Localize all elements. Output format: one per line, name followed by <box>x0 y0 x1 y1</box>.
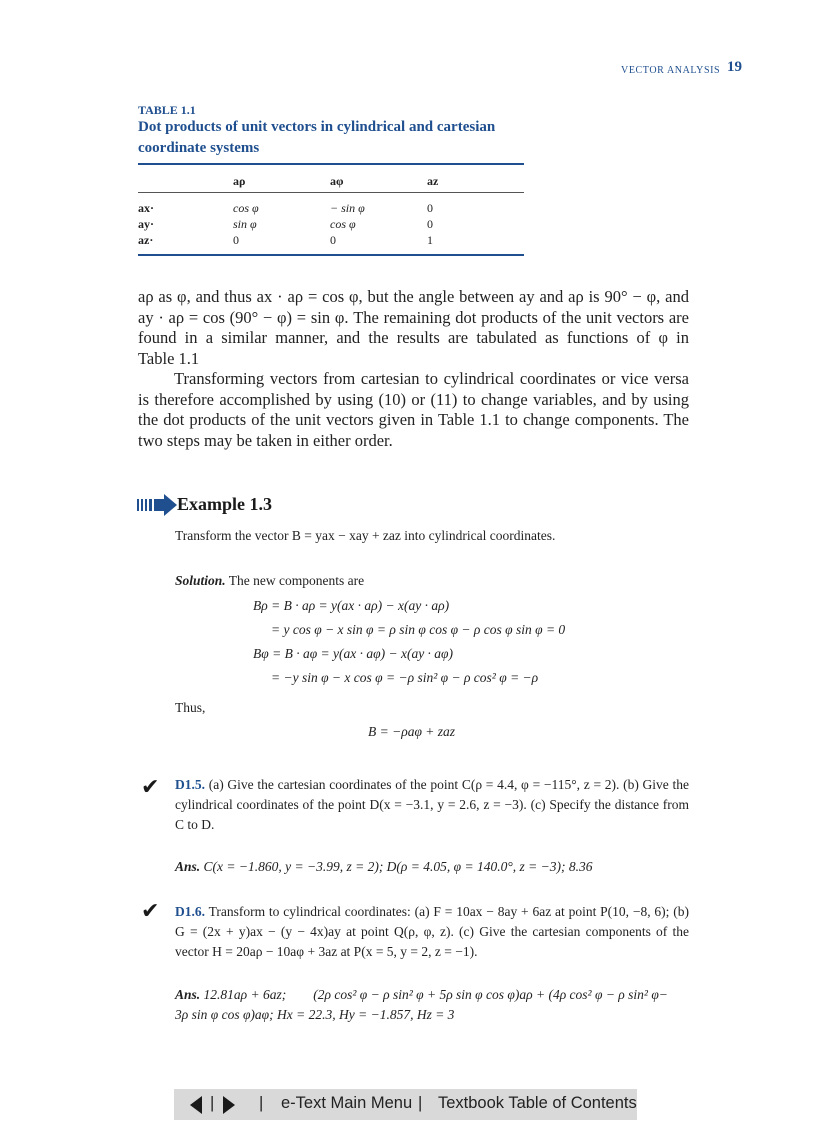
body-paragraph <box>138 369 689 451</box>
answer-text: C(x = −1.860, y = −3.99, z = 2); D(ρ = 4.05, φ = 140.0°, z = −3); 8.36 <box>203 859 593 874</box>
prev-page-icon[interactable] <box>188 1095 204 1120</box>
body-line: ay · aρ = cos (90° − φ) = sin φ. The remaining dot products of the unit vectors are <box>138 307 689 327</box>
table-cell: cos φ <box>233 201 259 215</box>
body-paragraph <box>138 287 689 369</box>
table-top-rule <box>138 163 524 165</box>
drill-id: D1.6. <box>175 904 205 919</box>
table-label: TABLE 1.1 <box>138 103 196 117</box>
running-header: VECTOR ANALYSIS <box>621 65 721 76</box>
table-row-head: ay· <box>138 217 155 231</box>
table-cell: 0 <box>427 217 433 231</box>
table-title: Dot products of unit vectors in cylindrical and cartesian coordinate systems <box>138 119 496 156</box>
equation: = −y sin φ − x cos φ = −ρ sin² φ − ρ cos² φ = −ρ <box>271 670 539 685</box>
equation: = y cos φ − x sin φ = ρ sin φ cos φ − ρ cos φ sin φ = 0 <box>271 622 566 637</box>
table-row-head: az· <box>138 233 154 247</box>
table-cell: 0 <box>233 233 239 247</box>
nav-separator: | <box>259 1094 264 1112</box>
drill-answer <box>175 985 695 1025</box>
checkmark-icon: ✔ <box>141 774 160 799</box>
body-text: Transforming vectors from cartesian to cylindrical coordinates or vice versa is therefore accomplished by using (10) or (11) to change variables, and by using the dot products of the unit vectors given in Table 1.1 to change components. The two steps may be taken in either order. <box>138 369 689 450</box>
table-cell: − sin φ <box>330 201 365 215</box>
table-cell: sin φ <box>233 217 257 231</box>
body-line: Table 1.1 <box>138 348 200 368</box>
table-col-header: aφ <box>330 174 344 188</box>
table-cell: 0 <box>330 233 336 247</box>
table-row-head: ax· <box>138 201 155 215</box>
answer-label: Ans. <box>175 987 201 1002</box>
example-arrow-icon <box>137 494 177 521</box>
table-cell: 0 <box>427 201 433 215</box>
answer-label: Ans. <box>175 859 201 874</box>
drill-problem <box>175 902 689 962</box>
solution-line <box>175 571 364 591</box>
nav-separator: | <box>418 1094 423 1112</box>
drill-id: D1.5. <box>175 777 205 792</box>
drill-text: Transform to cylindrical coordinates: (a) F = 10ax − 8ay + 6az at point P(10, −8, 6); (b) G = (2x + y)ax − (y − 4x)ay at point Q(ρ, φ, z). (c) Give the cartesian components of the vector H = 20aρ − 10aφ + 3az at P(x = 5, y = 2, z = −1). <box>175 904 689 959</box>
answer-text: 3ρ sin φ cos φ)aφ; Hx = 22.3, Hy = −1.857, Hz = 3 <box>175 1007 455 1022</box>
main-menu-link[interactable]: e-Text Main Menu <box>281 1094 413 1112</box>
answer-text: 12.81aρ + 6az; (2ρ cos² φ − ρ sin² φ + 5ρ sin φ cos φ)aρ + (4ρ cos² φ − ρ sin² φ− <box>203 987 668 1002</box>
checkmark-icon: ✔ <box>141 898 160 923</box>
result-equation: B = −ρaφ + zaz <box>368 724 456 739</box>
drill-answer <box>175 857 689 877</box>
example-title: Example 1.3 <box>177 494 273 514</box>
table-col-header: aρ <box>233 174 246 188</box>
equation: Bφ = B · aφ = y(ax · aφ) − x(ay · aφ) <box>253 646 454 661</box>
nav-bar <box>174 1089 637 1120</box>
table-cell: cos φ <box>330 217 356 231</box>
solution-label: Solution. <box>175 573 226 588</box>
equation: Bρ = B · aρ = y(ax · aρ) − x(ay · aρ) <box>253 598 450 613</box>
table-cell: 1 <box>427 233 433 247</box>
body-line: found in a similar manner, and the results are tabulated as functions of φ in <box>138 328 689 347</box>
drill-problem <box>175 775 689 835</box>
body-line: aρ as φ, and thus ax · aρ = cos φ, but the angle between ay and aρ is 90° − φ, and <box>138 287 689 306</box>
solution-text: The new components are <box>228 573 365 588</box>
thus-label: Thus, <box>175 700 206 715</box>
page-number: 19 <box>727 59 742 75</box>
table-of-contents-link[interactable]: Textbook Table of Contents <box>438 1094 637 1112</box>
next-page-icon[interactable] <box>221 1095 237 1120</box>
table-mid-rule <box>138 192 524 193</box>
drill-text: (a) Give the cartesian coordinates of the point C(ρ = 4.4, φ = −115°, z = 2). (b) Give the cylindrical coordinates of the point D(x = −3.1, y = 2.6, z = −3). (c) Specify the distance from C to D. <box>175 777 690 832</box>
table-col-header: az <box>427 174 439 188</box>
table-bottom-rule <box>138 254 524 256</box>
example-statement: Transform the vector B = yax − xay + zaz into cylindrical coordinates. <box>175 528 556 543</box>
nav-separator: | <box>210 1094 215 1112</box>
